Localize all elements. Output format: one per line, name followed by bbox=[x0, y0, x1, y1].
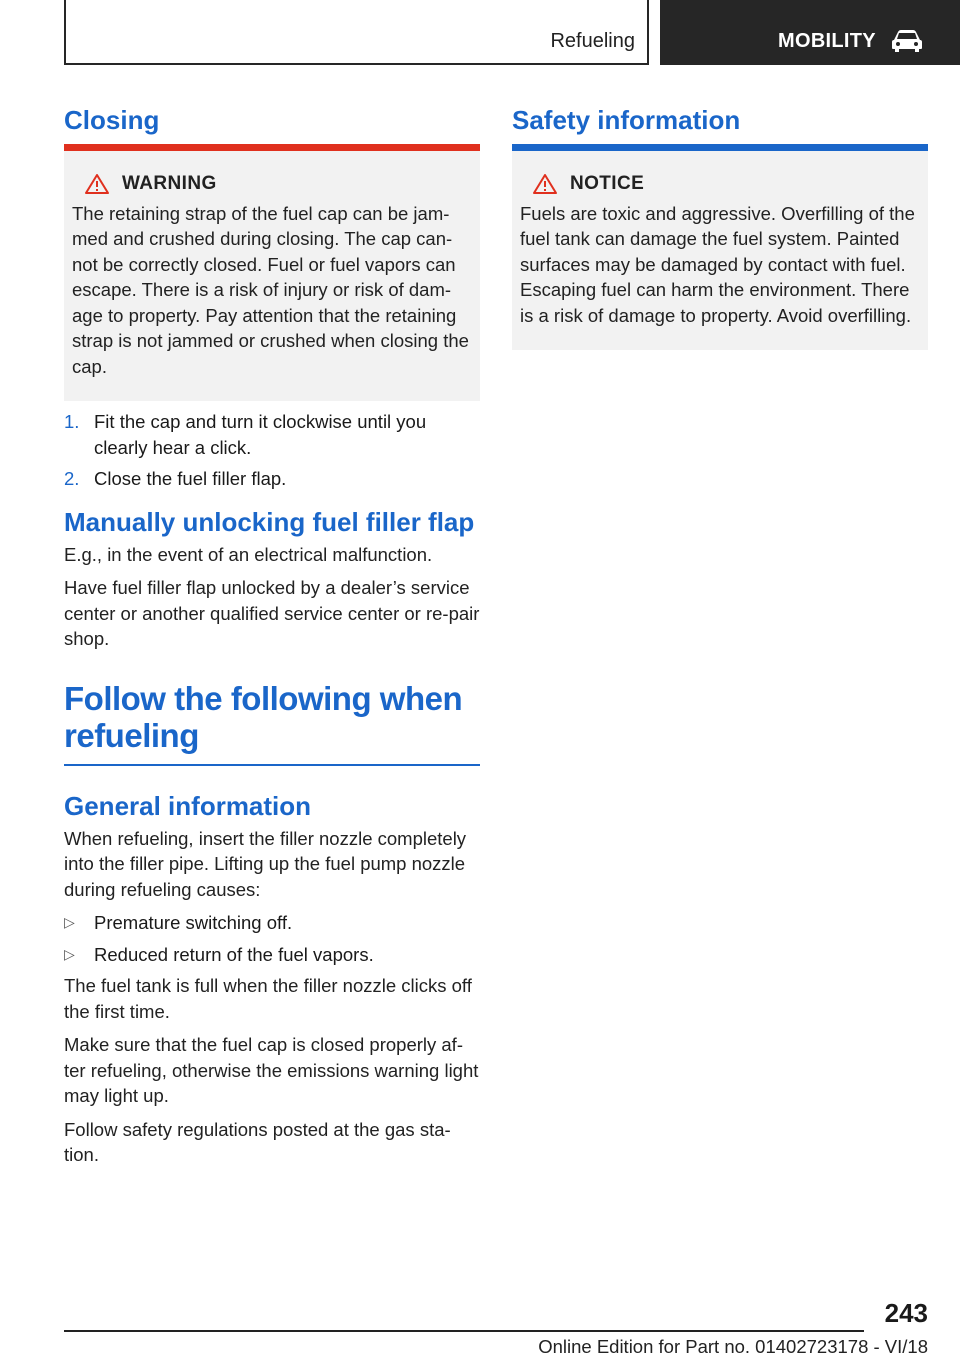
warning-box bbox=[64, 151, 480, 401]
unlock-heading: Manually unlocking fuel filler flap bbox=[64, 506, 475, 537]
footer-rule bbox=[64, 1330, 864, 1332]
category-label: MOBILITY bbox=[778, 30, 876, 52]
warning-rule bbox=[64, 144, 480, 151]
notice-rule bbox=[512, 144, 928, 151]
step-number: 1. bbox=[64, 411, 80, 432]
step-text: Close the fuel filler flap. bbox=[94, 468, 287, 489]
list-item bbox=[64, 942, 480, 968]
general-paragraph-1: When refueling, insert the filler nozzle completely into the filler pipe. Lifting up the fuel pump nozzle during refueling causes: bbox=[64, 827, 467, 900]
warning-header bbox=[84, 171, 472, 197]
section-title: Refueling bbox=[550, 30, 635, 52]
safety-heading: Safety information bbox=[512, 105, 741, 135]
unlock-paragraph-1: E.g., in the event of an electrical malfunction. bbox=[64, 543, 433, 565]
right-column bbox=[512, 100, 928, 350]
warning-triangle-icon bbox=[84, 173, 110, 195]
bullet-marker: ▷ bbox=[64, 945, 75, 962]
notice-label: NOTICE bbox=[570, 173, 645, 194]
follow-heading: Follow the following when refueling bbox=[64, 679, 463, 754]
list-item bbox=[64, 466, 480, 492]
header-section-tab bbox=[64, 0, 649, 65]
steps-list bbox=[64, 409, 480, 492]
bullet-text: Reduced return of the fuel vapors. bbox=[94, 943, 374, 965]
step-text: Fit the cap and turn it clockwise until you clearly hear a click. bbox=[94, 411, 427, 458]
general-paragraph-3: Make sure that the fuel cap is closed properly af‐ter refueling, otherwise the emissions warning light may light up. bbox=[64, 1034, 479, 1106]
bullet-marker: ▷ bbox=[64, 914, 75, 930]
list-item bbox=[64, 409, 480, 460]
closing-heading: Closing bbox=[64, 105, 160, 135]
general-heading: General information bbox=[64, 790, 312, 821]
header-category-tab bbox=[660, 0, 960, 65]
general-paragraph-4: Follow safety regulations posted at the gas sta‐tion. bbox=[64, 1118, 451, 1165]
footer-edition: Online Edition for Part no. 01402723178 - VI/18 bbox=[538, 1336, 928, 1357]
notice-text: Fuels are toxic and aggressive. Overfilling of the fuel tank can damage the fuel system. Painted surfaces may be damaged by contact with fuel. Escaping fuel can harm the environment. There is a risk of damage to property. Avoid overfilling. bbox=[520, 202, 915, 326]
general-paragraph-2: The fuel tank is full when the filler nozzle clicks off the first time. bbox=[64, 975, 472, 1022]
unlock-paragraph-2: Have fuel filler flap unlocked by a dealer’s service center or another qualified service center or re‐pair shop. bbox=[64, 577, 480, 649]
page-number: 243 bbox=[884, 1298, 928, 1328]
car-icon bbox=[890, 28, 924, 54]
warning-text: The retaining strap of the fuel cap can be jam‐med and crushed during closing. The cap can‐not be correctly closed. Fuel or fuel vapors can escape. There is a risk of injury or risk of dam‐age to property. Pay attention that the retaining strap is not jammed or crushed when closing the cap. bbox=[72, 202, 469, 377]
warning-label: WARNING bbox=[122, 173, 217, 194]
notice-header bbox=[532, 171, 920, 197]
follow-rule bbox=[64, 764, 480, 766]
left-column bbox=[64, 100, 480, 1168]
list-item bbox=[64, 910, 480, 936]
bullet-list bbox=[64, 910, 480, 967]
notice-box bbox=[512, 151, 928, 350]
bullet-text: Premature switching off. bbox=[94, 912, 293, 933]
notice-triangle-icon bbox=[532, 173, 558, 195]
step-number: 2. bbox=[64, 468, 80, 489]
